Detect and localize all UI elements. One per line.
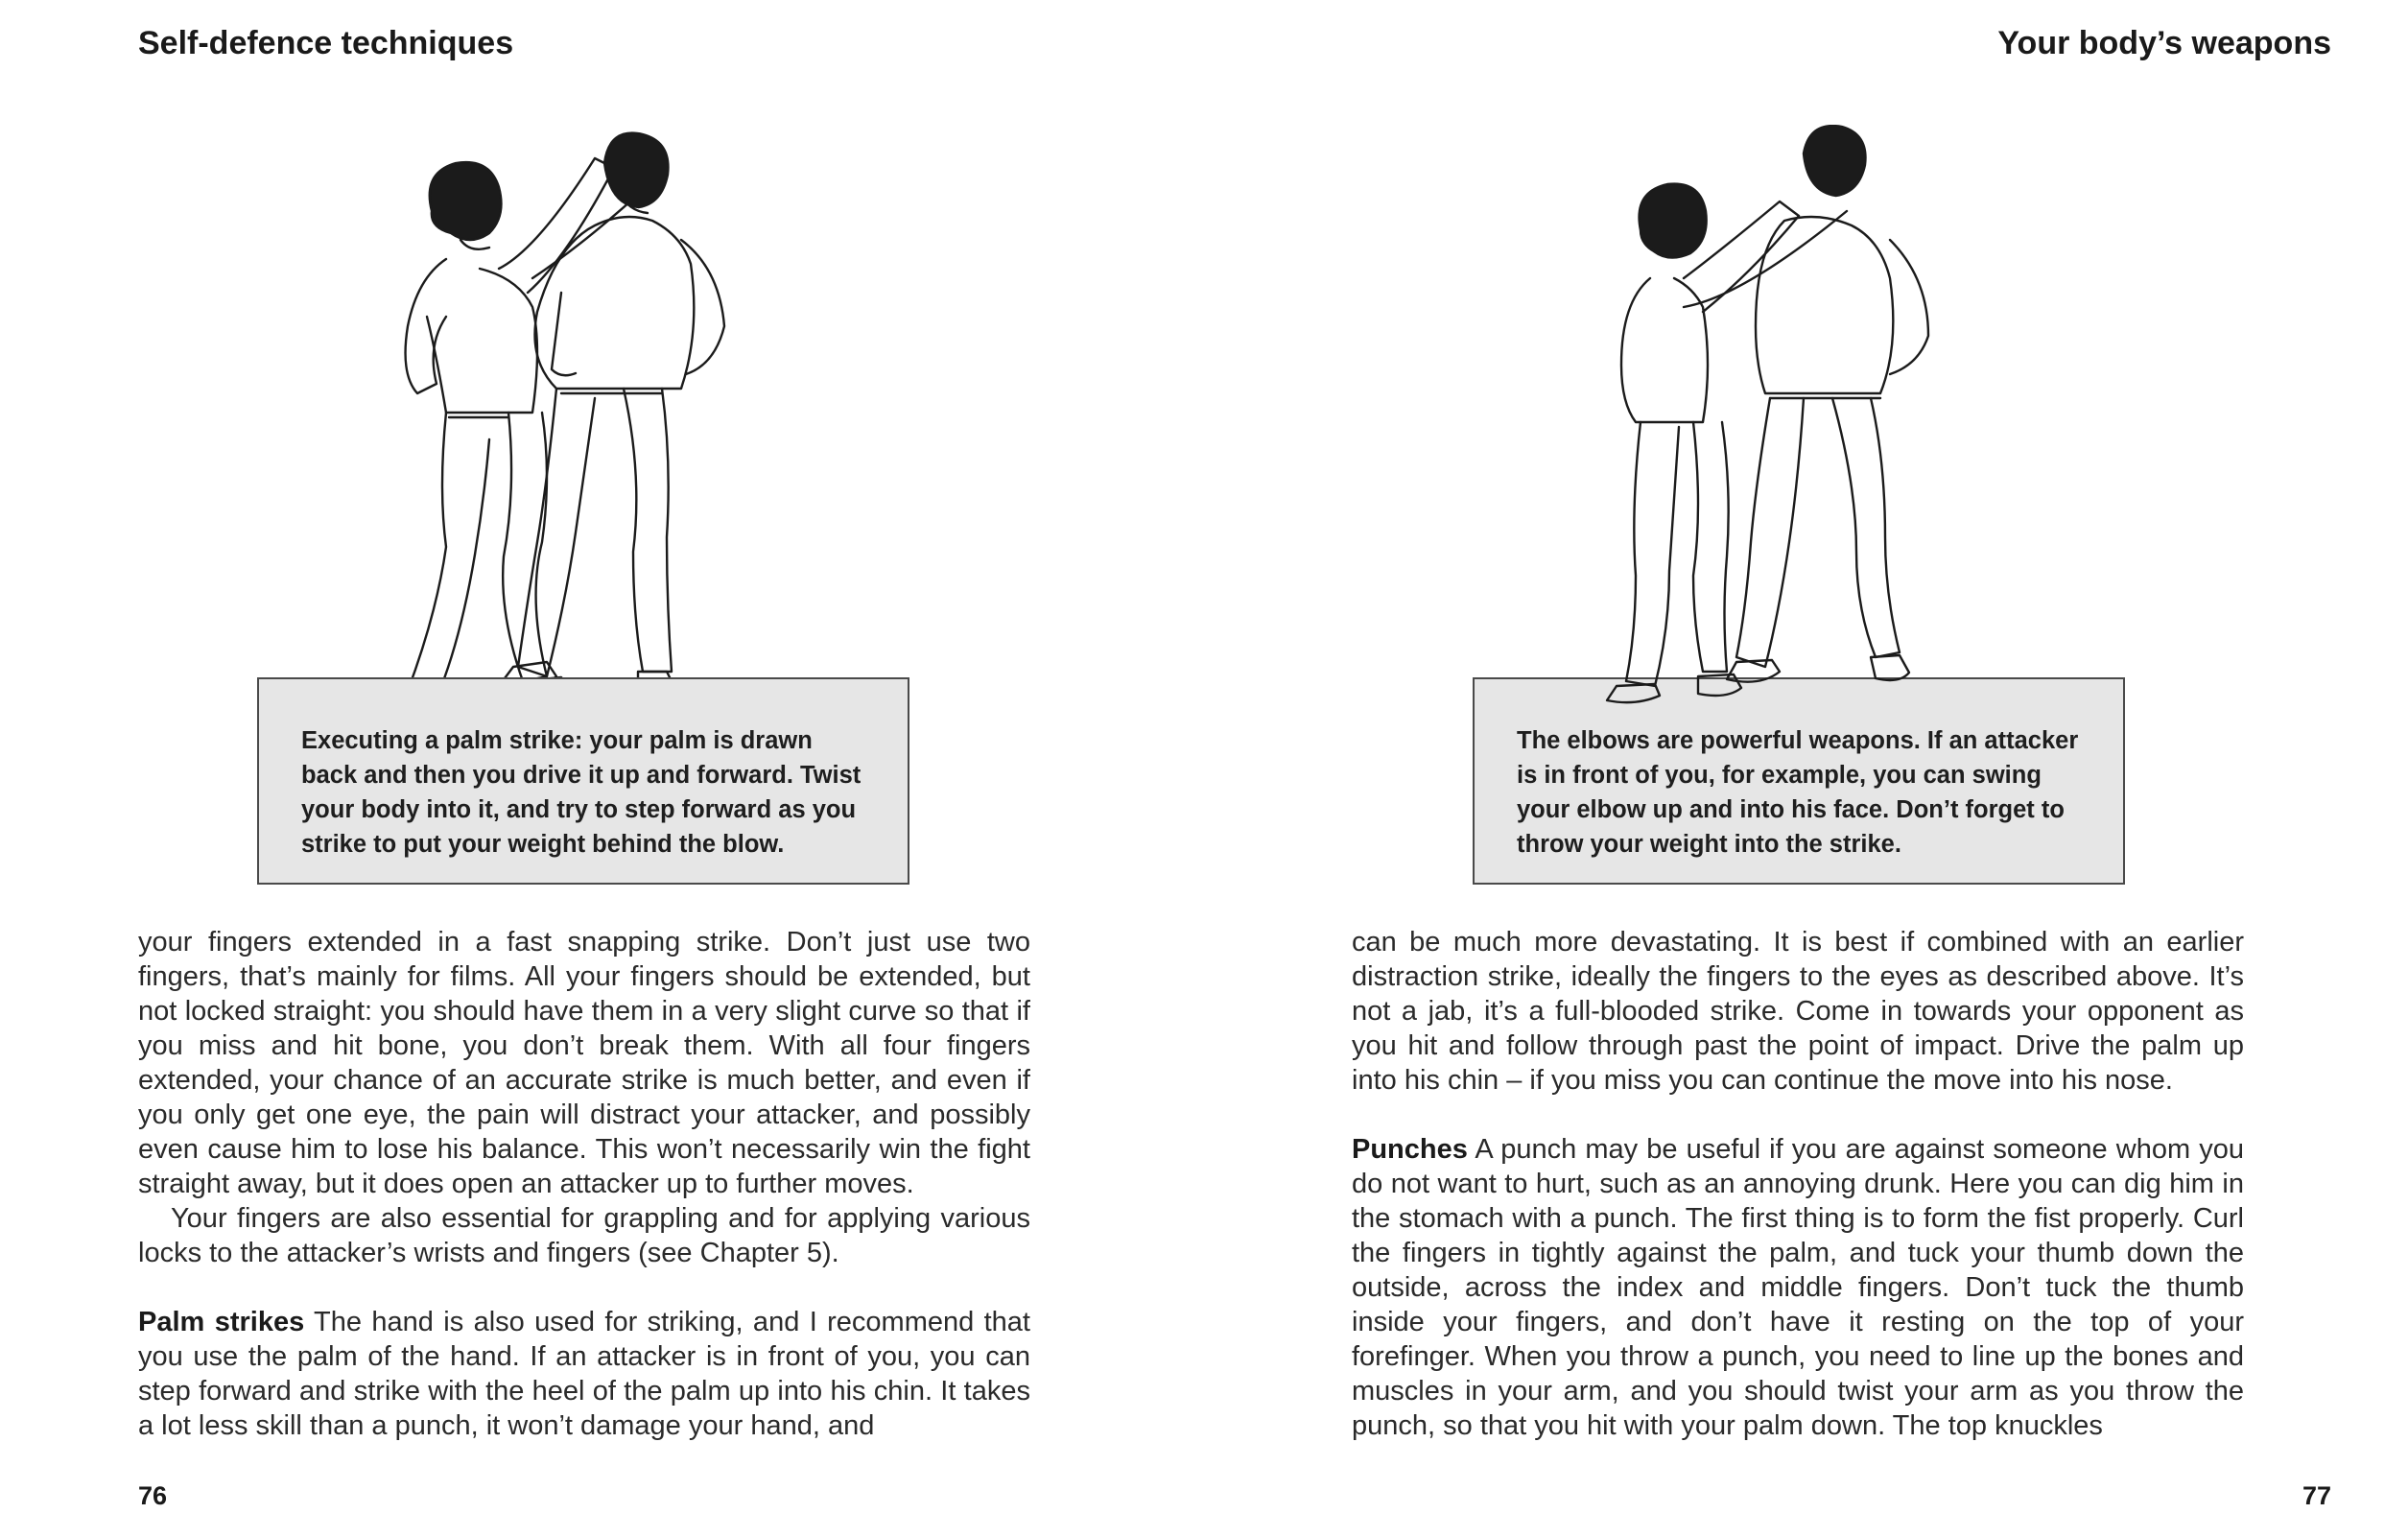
running-head-right: Your body’s weapons <box>1997 25 2331 61</box>
section-heading: Palm strikes <box>138 1307 305 1337</box>
body-text-right <box>1352 925 2244 1443</box>
section-heading: Punches <box>1352 1134 1468 1165</box>
section-text: A punch may be useful if you are against someone whom you do not want to hurt, such as an annoying drunk. Here you can dig him in the stomach with a punch. The first thing is to form the fist properly. Curl the fingers in tightly against the palm, and tuck your thumb down the outside, across the index and middle fingers. Don’t tuck the thumb inside your fingers, and don’t have it resting on the top of your forefinger. When you throw a punch, you need to line up the bones and muscles in your arm, and you should twist your arm as you throw the punch, so that you hit with your palm down. The top knuckles <box>1352 1134 2244 1441</box>
paragraph: can be much more devastating. It is best if combined with an earlier distraction strike, ideally the fingers to the eyes as described above. It’s not a jab, it’s a full-blooded strike. Come in towards your opponent as you hit and follow through past the point of impact. Drive the palm up into his chin – if you miss you can continue the move into his nose. <box>1352 927 2244 1096</box>
caption-box-left <box>257 677 909 885</box>
elbow-strike-illustration <box>1583 125 2024 720</box>
page-number-right: 77 <box>2302 1481 2331 1510</box>
running-head-left: Self-defence techniques <box>138 25 514 61</box>
paragraph: Your fingers are also essential for grappling and for applying various locks to the attacker’s wrists and fingers (see Chapter 5). <box>138 1203 1030 1268</box>
caption-text: The elbows are powerful weapons. If an attacker is in front of you, for example, you can swing your elbow up and into his face. Don’t forget to throw your weight into the strike. <box>1517 727 2079 858</box>
paragraph: your fingers extended in a fast snapping strike. Don’t just use two fingers, that’s mainly for films. All your fingers should be extended, but not locked straight: you should have them in a very slight curve so that if you miss and hit bone, you don’t break them. With all four fingers extended, your chance of an accurate strike is much better, and even if you only get one eye, the pain will distract your attacker, and possibly even cause him to lose his balance. This won’t necessarily win the fight straight away, but it does open an attacker up to further moves. <box>138 927 1030 1199</box>
caption-text: Executing a palm strike: your palm is drawn back and then you drive it up and forward. Twist your body into it, and try to step forward as you strike to put your weight behind the blow. <box>301 727 862 858</box>
body-text-left <box>138 925 1030 1443</box>
page-number-left: 76 <box>138 1481 168 1510</box>
section-text: The hand is also used for striking, and I recommend that you use the palm of the hand. If an attacker is in front of you, you can step forward and strike with the heel of the palm up into his chin. It takes a lot less skill than a punch, it won’t damage your hand, and <box>138 1307 1030 1441</box>
palm-strike-illustration <box>365 125 806 720</box>
section-paragraph <box>138 1305 1030 1443</box>
section-paragraph <box>1352 1132 2244 1443</box>
